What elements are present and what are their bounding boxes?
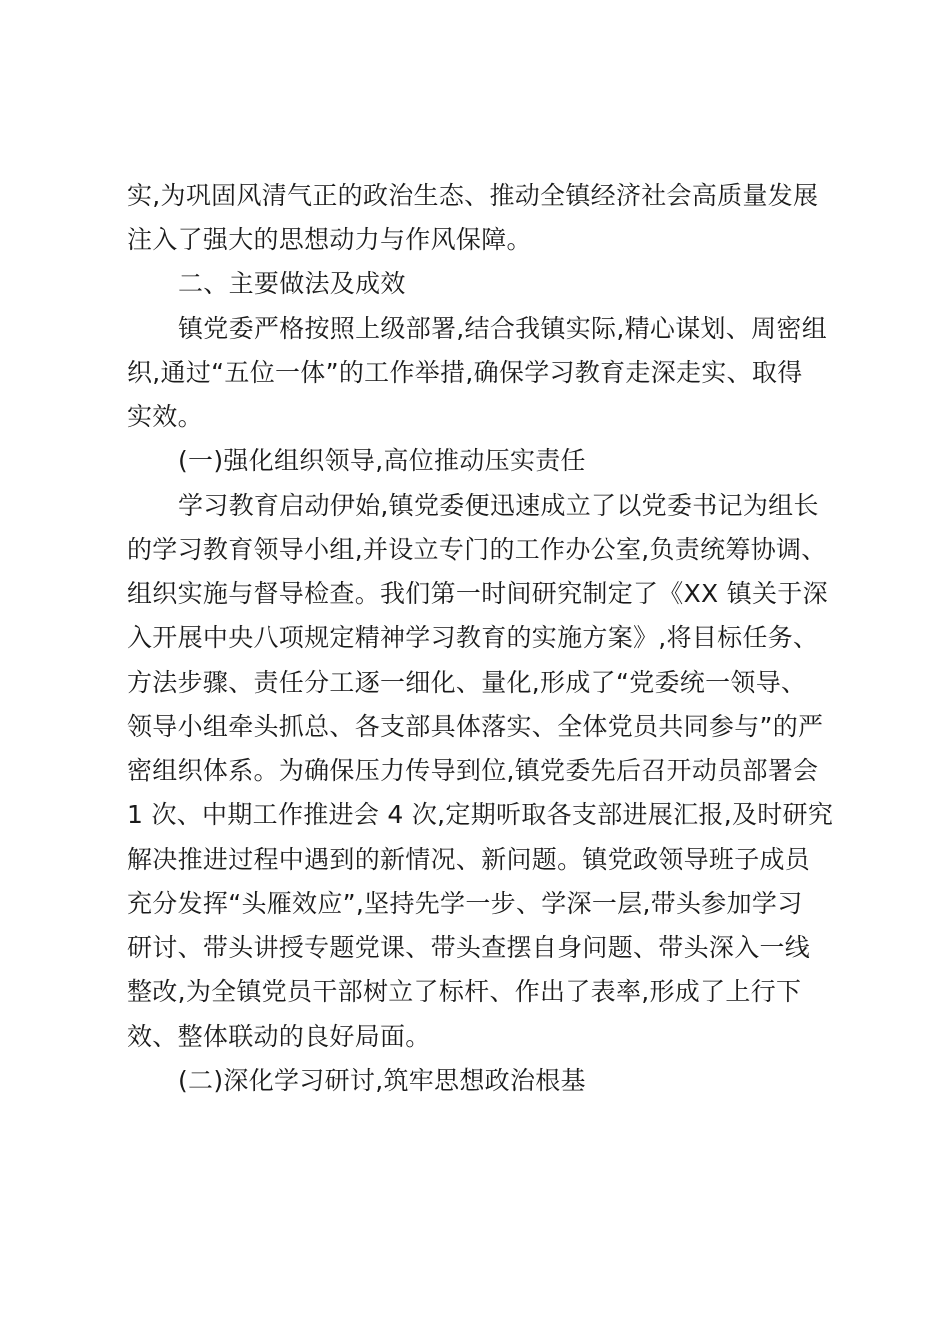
text-line: 织,通过“五位一体”的工作举措,确保学习教育走深走实、取得 [127,358,803,387]
text-line: 充分发挥“头雁效应”,坚持先学一步、学深一层,带头参加学习 [127,889,803,918]
text-line: 整改,为全镇党员干部树立了标杆、作出了表率,形成了上行下 [127,977,802,1006]
text-line: 组织实施与督导检查。我们第一时间研究制定了《XX 镇关于深 [127,579,828,608]
text-line: 解决推进过程中遇到的新情况、新问题。镇党政领导班子成员 [127,845,811,874]
text-line: 实,为巩固风清气正的政治生态、推动全镇经济社会高质量发展 [127,181,819,210]
text-line: 注入了强大的思想动力与作风保障。 [127,225,532,254]
text-line: 领导小组牵头抓总、各支部具体落实、全体党员共同参与”的严 [127,712,824,741]
section-heading: 二、主要做法及成效 [178,269,406,298]
subsection-heading: (一)强化组织领导,高位推动压实责任 [178,446,586,475]
text-line: 镇党委严格按照上级部署,结合我镇实际,精心谋划、周密组 [178,314,827,343]
text-line: 1 次、中期工作推进会 4 次,定期听取各支部进展汇报,及时研究 [127,800,834,829]
text-line: 密组织体系。为确保压力传导到位,镇党委先后召开动员部署会 [127,756,819,785]
text-line: 学习教育启动伊始,镇党委便迅速成立了以党委书记为组长 [178,491,819,520]
text-line: 的学习教育领导小组,并设立专门的工作办公室,负责统筹协调、 [127,535,827,564]
text-line: 效、整体联动的良好局面。 [127,1022,431,1051]
text-line: 实效。 [127,402,203,431]
text-line: 方法步骤、责任分工逐一细化、量化,形成了“党委统一领导、 [127,668,807,697]
text-line: 入开展中央八项规定精神学习教育的实施方案》,将目标任务、 [127,623,819,652]
text-line: 研讨、带头讲授专题党课、带头查摆自身问题、带头深入一线 [127,933,811,962]
subsection-heading: (二)深化学习研讨,筑牢思想政治根基 [178,1066,586,1095]
